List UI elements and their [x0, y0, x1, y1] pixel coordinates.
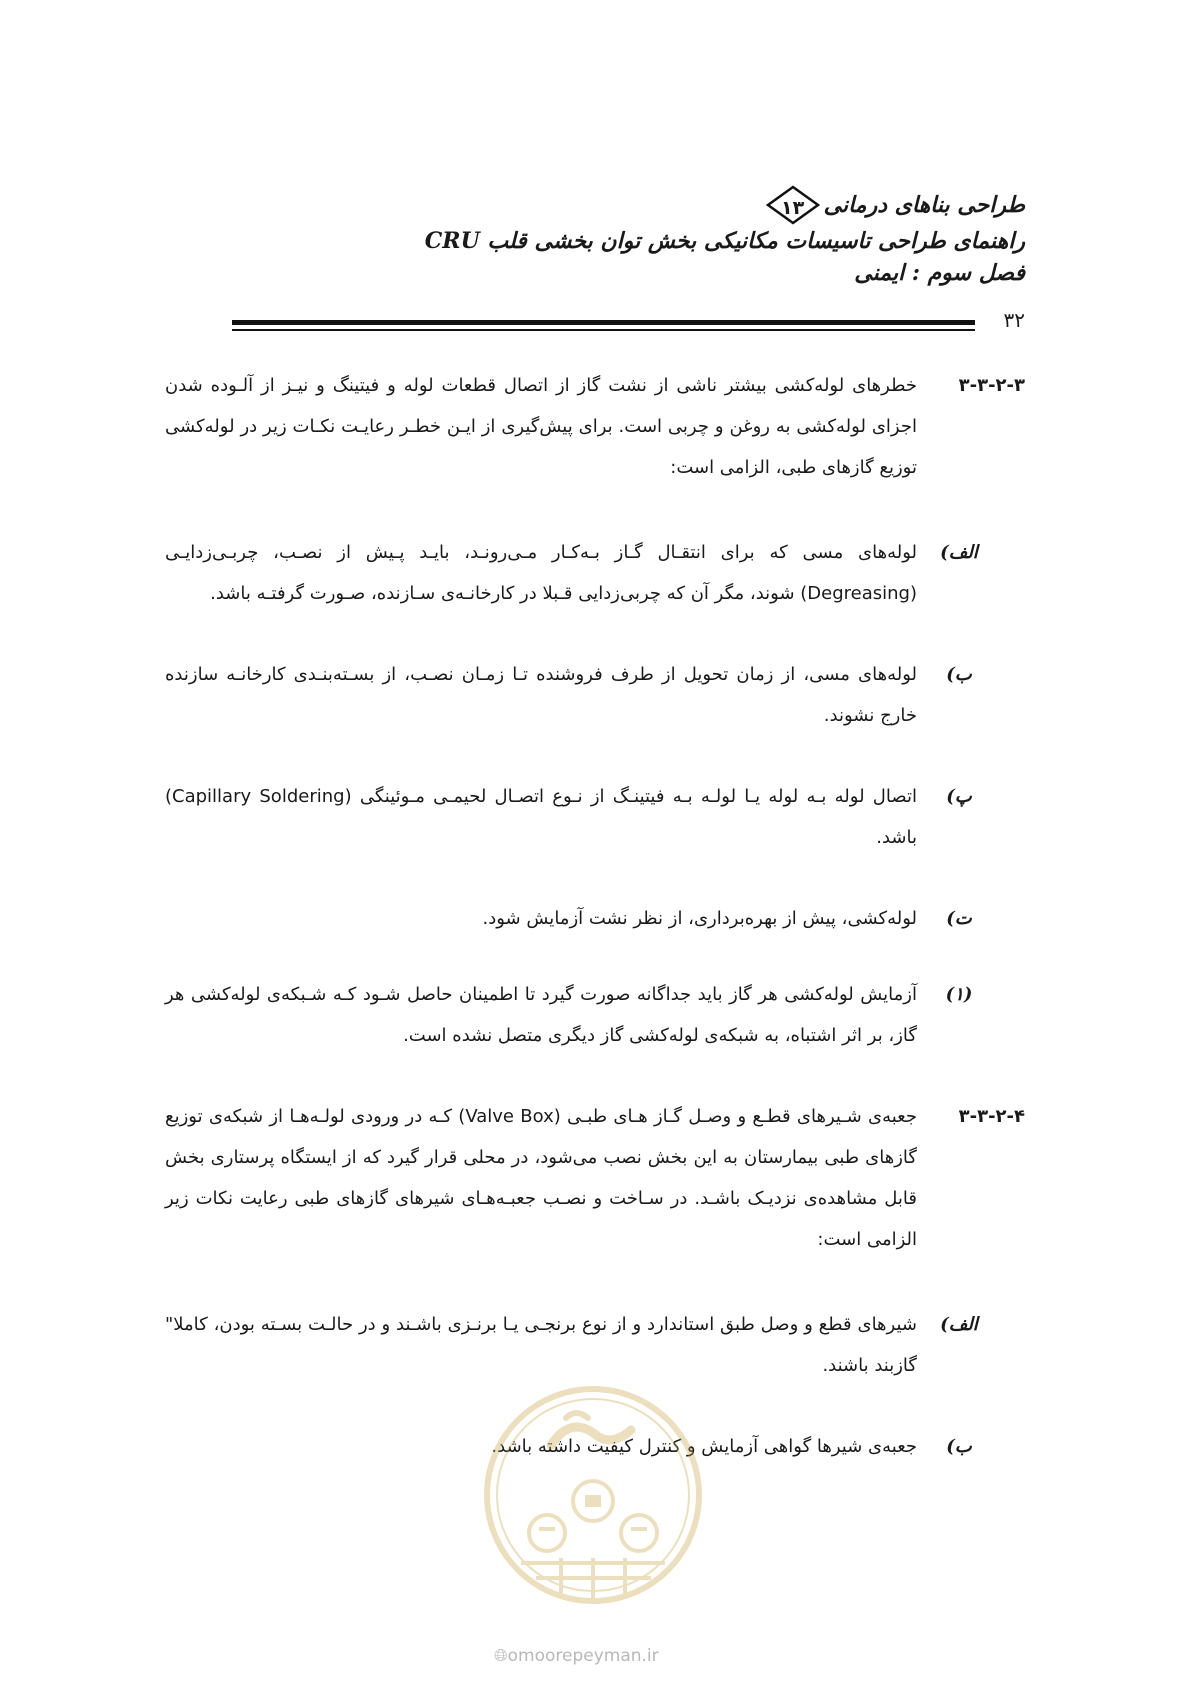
item-text: آزمایش لوله‌کشی هر گاز باید جداگانه صورت گیرد تا اطمینان حاصل شـود کـه شـبکه‌ی لوله‌کشی هر گاز، بر اثر اشتباه، به شبکه‌ی لوله‌کشی گاز دیگری متصل نشده است. — [165, 984, 917, 1046]
item-pe — [165, 776, 1025, 858]
page-number: ۳۲ — [1003, 308, 1025, 332]
clause-3-3-2-4 — [165, 1096, 1025, 1260]
header-line-1 — [165, 185, 1025, 225]
item-label: ت) — [946, 908, 972, 929]
item-text: اتصال لوله بـه لوله یـا لولـه بـه فیتینـگ از نـوع اتصـال لحیمـی مـوئینگی (Capillary Soldering) باشد. — [165, 786, 917, 848]
publisher-watermark-logo — [481, 1383, 705, 1607]
header-rule-thin — [232, 329, 975, 331]
volume-number-diamond — [766, 185, 820, 225]
item-label: الف) — [940, 542, 978, 563]
sub-item-1 — [165, 974, 1025, 1056]
item-label: الف) — [940, 1314, 978, 1335]
item-text: لوله‌کشی، پیش از بهره‌برداری، از نظر نشت آزمایش شود. — [482, 908, 917, 929]
watermark-url-text: omoorepeyman.ir — [507, 1646, 659, 1666]
clause-number: ۳-۳-۲-۴ — [958, 1106, 1025, 1127]
item-label: پ) — [946, 786, 972, 807]
clause-text: خطرهای لوله‌کشی بیشتر ناشی از نشت گاز از اتصال قطعات لوله و فیتینگ و نیـز از آلـوده شدن اجزای لوله‌کشی به روغن و چربی است. برای پیش‌گیری از ایـن خطـر رعایـت نکـات زیر در لوله‌کشی توزیع گازهای طبی، الزامی است: — [165, 375, 917, 478]
item-text: جعبه‌ی شیرها گواهی آزمایش و کنترل کیفیت داشته باشد. — [491, 1436, 917, 1457]
body-content — [165, 365, 1025, 1467]
clause-3-3-2-3 — [165, 365, 1025, 488]
item-be — [165, 654, 1025, 736]
item-label: ب) — [946, 664, 972, 685]
item-alef-2 — [165, 1304, 1025, 1386]
item-alef — [165, 532, 1025, 614]
watermark-url — [494, 1646, 659, 1666]
book-title: طراحی بناهای درمانی — [823, 192, 1025, 218]
globe-icon: 🌐︎ — [494, 1646, 508, 1666]
clause-number: ۳-۳-۲-۳ — [958, 375, 1025, 396]
item-label: (۱) — [945, 984, 973, 1005]
item-text: شیرهای قطع و وصل طبق استاندارد و از نوع برنجـی یـا برنـزی باشـند و در حالـت بسـته بودن، کاملا" گازبند باشند. — [165, 1314, 917, 1376]
volume-number: ۱۳ — [781, 197, 805, 219]
header-rule-thick — [232, 320, 975, 325]
item-label: ب) — [946, 1436, 972, 1457]
item-text: لوله‌های مسی، از زمان تحویل از طرف فروشنده تـا زمـان نصـب، از بسـته‌بنـدی کارخانـه سازنده خارج نشوند. — [165, 664, 917, 726]
item-text: لوله‌های مسی که برای انتقـال گـاز بـه‌کـار مـی‌رونـد، بایـد پـیش از نصـب، چربـی‌زدایـی (Degreasing) شوند، مگر آن که چربی‌زدایی قـبلا در کارخانـه‌ی سـازنده، صـورت گرفتـه باشد. — [165, 542, 917, 604]
item-te — [165, 898, 1025, 939]
clause-text: جعبه‌ی شـیرهای قطـع و وصـل گـاز هـای طبـی (Valve Box) کـه در ورودی لولـه‌هـا از شبکه‌ی توزیع گازهای طبی بیمارستان به این بخش نصب می‌شود، در محلی قرار گیرد که از ایستگاه پرستاری بخش قابل مشاهده‌ی نزدیـک باشـد. در سـاخت و نصـب جعبـه‌هـای شیرهای گازهای طبی رعایت نکات زیر الزامی است: — [165, 1106, 917, 1250]
chapter-title: فصل سوم : ایمنی — [854, 260, 1025, 286]
guide-title: راهنمای طراحی تاسیسات مکانیکی بخش توان بخشی قلب CRU — [424, 228, 1025, 254]
page-header — [165, 185, 1025, 289]
